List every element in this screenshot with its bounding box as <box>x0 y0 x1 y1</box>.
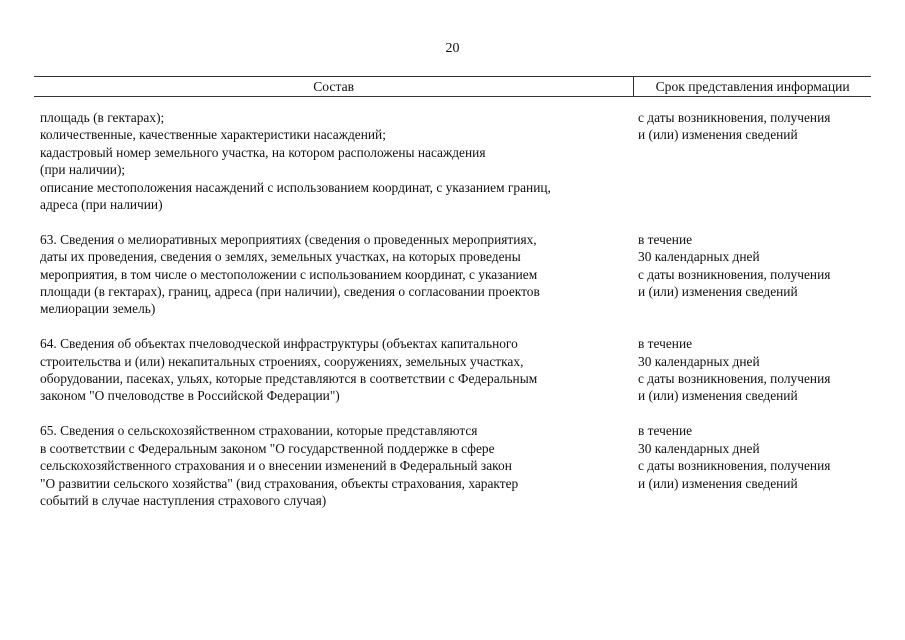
table-row <box>40 422 871 509</box>
deadline-line: и (или) изменения сведений <box>638 388 798 404</box>
composition-cell <box>40 422 638 509</box>
composition-line: кадастровый номер земельного участка, на котором расположены насаждения <box>40 144 486 160</box>
composition-line: оборудовании, пасеках, ульях, которые представляются в соответствии с Федеральным <box>40 371 538 387</box>
deadline-line: и (или) изменения сведений <box>638 475 798 491</box>
deadline-line: 30 календарных дней <box>638 249 760 265</box>
composition-line: количественные, качественные характеристики насаждений; <box>40 127 386 143</box>
composition-line: 63. Сведения о мелиоративных мероприятиях (сведения о проведенных мероприятиях, <box>40 231 537 247</box>
composition-line: "О развитии сельского хозяйства" (вид страхования, объекты страхования, характер <box>40 475 519 491</box>
composition-line: даты их проведения, сведения о землях, земельных участках, на которых проведены <box>40 249 521 265</box>
composition-line: мероприятия, в том числе о местоположении с использованием координат, с указанием <box>40 266 538 282</box>
header-composition: Состав <box>313 79 355 94</box>
composition-cell <box>40 231 638 318</box>
composition-line: 65. Сведения о сельскохозяйственном страховании, которые представляются <box>40 423 478 439</box>
composition-line: описание местоположения насаждений с использованием координат, с указанием границ, <box>40 179 551 195</box>
composition-line: адреса (при наличии) <box>40 196 163 212</box>
deadline-line: в течение <box>638 231 693 247</box>
header-deadline: Срок представления информации <box>633 77 871 96</box>
table-row <box>40 231 871 318</box>
deadline-line: с даты возникновения, получения <box>638 371 831 387</box>
composition-line: строительства и (или) некапитальных строениях, сооружениях, земельных участках, <box>40 353 524 369</box>
table-row <box>40 109 871 213</box>
table-row <box>40 335 871 405</box>
composition-line: 64. Сведения об объектах пчеловодческой инфраструктуры (объектах капитального <box>40 336 518 352</box>
deadline-cell <box>638 231 871 318</box>
information-table <box>34 76 871 97</box>
composition-cell <box>40 109 638 213</box>
deadline-line: и (или) изменения сведений <box>638 127 798 143</box>
table-header <box>34 76 871 97</box>
deadline-line: и (или) изменения сведений <box>638 284 798 300</box>
composition-line: мелиорации земель) <box>40 301 156 317</box>
deadline-line: с даты возникновения, получения <box>638 110 831 125</box>
deadline-line: 30 календарных дней <box>638 440 760 456</box>
table-body <box>40 109 871 527</box>
deadline-line: с даты возникновения, получения <box>638 458 831 474</box>
composition-line: событий в случае наступления страхового случая) <box>40 492 327 508</box>
composition-line: в соответствии с Федеральным законом "О государственной поддержке в сфере <box>40 440 495 456</box>
deadline-line: с даты возникновения, получения <box>638 266 831 282</box>
composition-cell <box>40 335 638 405</box>
composition-line: законом "О пчеловодстве в Российской Федерации") <box>40 388 340 404</box>
composition-line: сельскохозяйственного страхования и о внесении изменений в Федеральный закон <box>40 458 512 474</box>
composition-line: площади (в гектарах), границ, адреса (при наличии), сведения о согласовании проектов <box>40 284 540 300</box>
composition-line: (при наличии); <box>40 162 126 178</box>
deadline-cell <box>638 422 871 509</box>
deadline-line: в течение <box>638 423 693 439</box>
deadline-cell <box>638 335 871 405</box>
composition-line: площадь (в гектарах); <box>40 110 165 125</box>
deadline-cell <box>638 109 871 213</box>
deadline-line: в течение <box>638 336 693 352</box>
deadline-line: 30 календарных дней <box>638 353 760 369</box>
page-number: 20 <box>445 41 460 56</box>
